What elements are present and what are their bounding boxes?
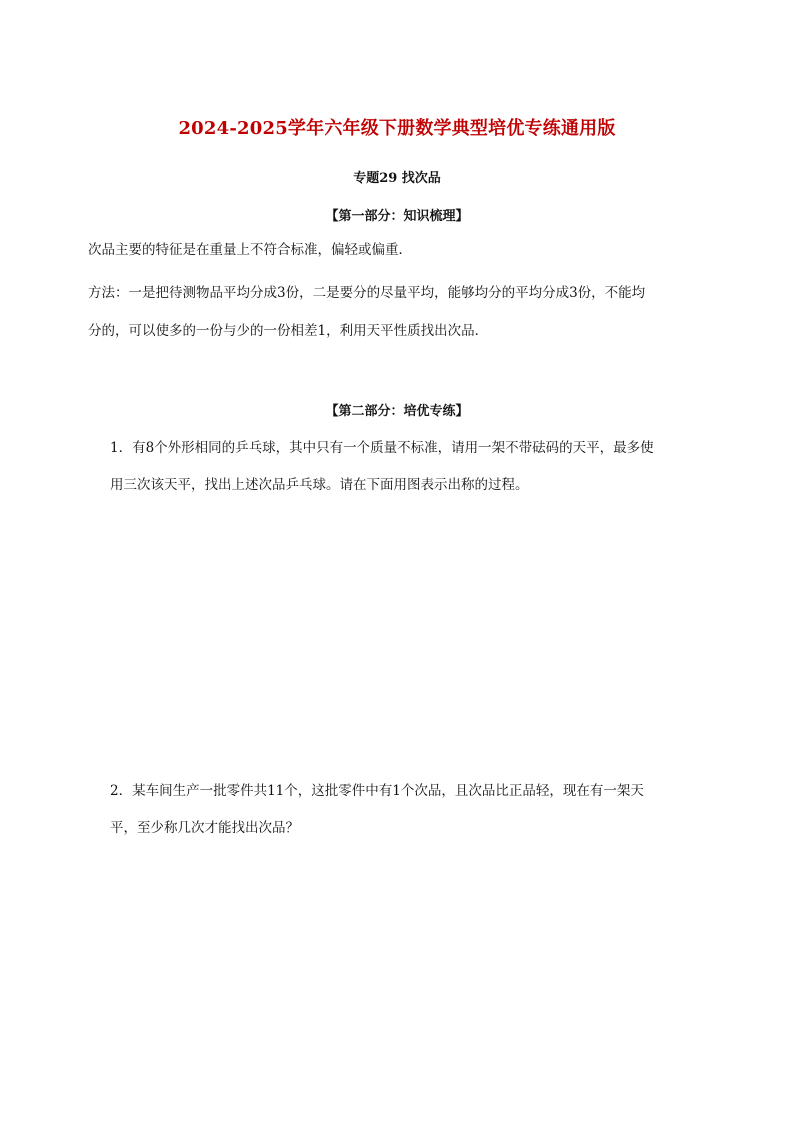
- section-heading-knowledge: 【第一部分：知识梳理】: [325, 209, 469, 224]
- page-title: 2024-2025学年六年级下册数学典型培优专练通用版: [178, 118, 616, 139]
- topic-subtitle: 专题29 找次品: [353, 171, 441, 186]
- method-paragraph-line-1: 方法：一是把待测物品平均分成3份，二是要分的尽量平均，能够均分的平均分成3份，不能均: [88, 285, 646, 301]
- question-2-line-1: 2．某车间生产一批零件共11个，这批零件中有1个次品，且次品比正品轻，现在有一架天: [110, 783, 644, 799]
- question-1-line-1: 1．有8个外形相同的乒乓球，其中只有一个质量不标准，请用一架不带砝码的天平，最多使: [110, 440, 654, 456]
- section-heading-practice: 【第二部分：培优专练】: [325, 404, 469, 419]
- question-1-line-2: 用三次该天平，找出上述次品乒乓球。请在下面用图表示出称的过程。: [110, 477, 529, 493]
- question-2-line-2: 平，至少称几次才能找出次品？: [110, 820, 299, 836]
- method-paragraph-line-2: 分的，可以使多的一份与少的一份相差1，利用天平性质找出次品．: [88, 323, 489, 339]
- knowledge-paragraph: 次品主要的特征是在重量上不符合标准，偏轻或偏重．: [88, 242, 412, 258]
